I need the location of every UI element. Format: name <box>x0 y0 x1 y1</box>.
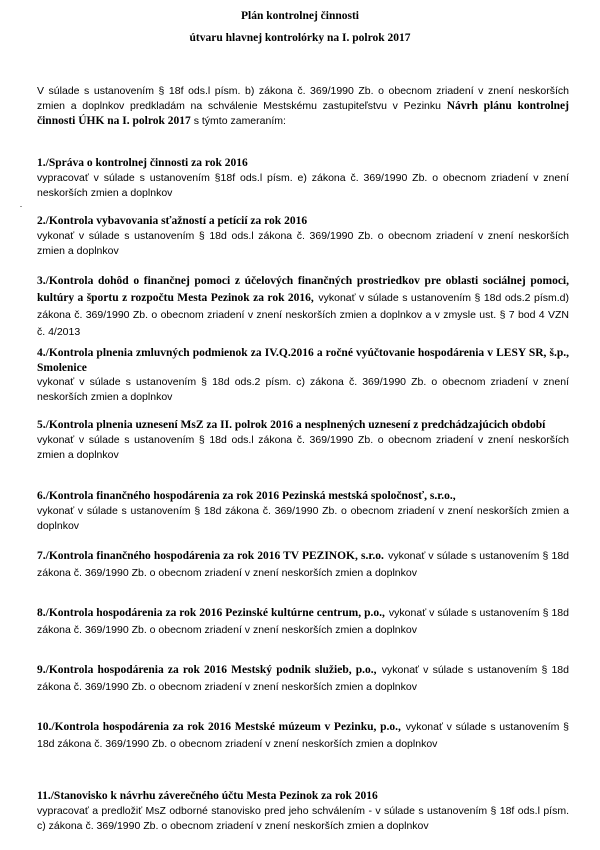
plan-item-body: vykonať v súlade s ustanovením § 18d ods.2 písm.d) zákona č. 369/1990 Zb. o obecnom zriadení v znení neskorších zmien a doplnkov a v zmysle ust. § 7 bod 4 VZN č. 4/2013 <box>37 292 570 338</box>
intro-bold-title: Návrh plánu kontrolnej činnosti ÚHK na I. polrok 2017 <box>37 100 569 127</box>
plan-item-body: vypracovať a predložiť MsZ odborné stanovisko pred jeho schválením - v súlade s ustanovením § 18f ods.l písm. c) zákona č. 369/1990 Zb. o obecnom zriadení v znení neskorších zmien a doplnkov <box>37 804 569 832</box>
document-title: Plán kontrolnej činnosti <box>241 10 359 22</box>
plan-item-body: vykonať v súlade s ustanovením § 18d zákona č. 369/1990 Zb. o obecnom zriadení v znení neskorších zmien a doplnkov <box>37 607 569 636</box>
plan-item-heading: 8./Kontrola hospodárenia za rok 2016 Pezinské kultúrne centrum, p.o., <box>37 607 385 619</box>
plan-item-body: vykonať v súlade s ustanovením § 18d zákona č. 369/1990 Zb. o obecnom zriadení v znení neskorších zmien a doplnkov <box>37 550 569 579</box>
plan-item-body: vykonať v súlade s ustanovením § 18d zákona č. 369/1990 Zb. o obecnom zriadení v znení neskorších zmien a doplnkov <box>37 504 569 532</box>
plan-item-5 <box>37 418 569 463</box>
plan-item-6 <box>37 489 569 534</box>
plan-item-heading: 3./Kontrola dohôd o finančnej pomoci z účelových finančných prostriedkov pre oblasti sociálnej pomoci, kultúry a športu z rozpočtu Mesta Pezinok za rok 2016, <box>37 275 569 304</box>
plan-item-9 <box>37 661 569 695</box>
plan-item-7 <box>37 547 569 581</box>
plan-item-body: vykonať v súlade s ustanovením § 18d zákona č. 369/1990 Zb. o obecnom zriadení v znení neskorších zmien a doplnkov <box>37 664 569 693</box>
scan-speck <box>20 206 22 207</box>
plan-item-10 <box>37 718 569 752</box>
plan-item-heading: 1./Správa o kontrolnej činnosti za rok 2016 <box>37 157 248 169</box>
plan-item-heading: 6./Kontrola finančného hospodárenia za rok 2016 Pezinská mestská spoločnosť, s.r.o., <box>37 490 456 502</box>
plan-item-1 <box>37 156 569 201</box>
intro-text-end: s týmto zameraním: <box>193 115 286 127</box>
plan-item-body: vykonať v súlade s ustanovením § 18d ods.2 písm. c) zákona č. 369/1990 Zb. o obecnom zriadení v znení neskorších zmien a doplnkov <box>37 376 569 403</box>
intro-text: V súlade s ustanovením § 18f ods.l písm. b) zákona č. 369/1990 Zb. o obecnom zriadení v znení neskorších zmien a doplnkov predkladám na schválenie Mestskému zastupiteľstvu v Pezinku <box>37 85 569 112</box>
plan-item-heading: 5./Kontrola plnenia uznesení MsZ za II. polrok 2016 a nesplnených uznesení z predchádzajúcich období <box>37 419 546 431</box>
plan-item-3 <box>37 272 569 340</box>
plan-item-body: vykonať v súlade s ustanovením § 18d ods.l zákona č. 369/1990 Zb. o obecnom zriadení v znení neskorších zmien a doplnkov <box>37 229 569 257</box>
plan-item-11 <box>37 789 569 834</box>
plan-item-2 <box>37 214 569 259</box>
plan-item-heading: 7./Kontrola finančného hospodárenia za rok 2016 TV PEZINOK, s.r.o. <box>37 550 384 562</box>
document-subtitle: útvaru hlavnej kontrolórky na I. polrok 2017 <box>189 32 411 44</box>
plan-item-4 <box>37 346 569 405</box>
plan-item-heading: 11./Stanovisko k návrhu záverečného účtu Mesta Pezinok za rok 2016 <box>37 790 378 802</box>
plan-item-heading: 4./Kontrola plnenia zmluvných podmienok za IV.Q.2016 a ročné vyúčtovanie hospodárenia v LESY SR, š.p., Smolenice <box>37 347 569 374</box>
plan-item-body: vykonať v súlade s ustanovením § 18d ods.l zákona č. 369/1990 Zb. o obecnom zriadení v znení neskorších zmien a doplnkov <box>37 433 569 461</box>
intro-paragraph <box>37 84 569 129</box>
plan-item-8 <box>37 604 569 638</box>
plan-item-heading: 2./Kontrola vybavovania sťažností a petícií za rok 2016 <box>37 215 308 227</box>
plan-item-heading: 10./Kontrola hospodárenia za rok 2016 Mestské múzeum v Pezinku, p.o., <box>37 721 401 733</box>
plan-item-body: vypracovať v súlade s ustanovením §18f ods.l písm. e) zákona č. 369/1990 Zb. o obecnom zriadení v znení neskorších zmien a doplnkov <box>37 171 569 199</box>
plan-item-body: vykonať v súlade s ustanovením § 18d zákona č. 369/1990 Zb. o obecnom zriadení v znení neskorších zmien a doplnkov <box>37 721 569 750</box>
plan-item-heading: 9./Kontrola hospodárenia za rok 2016 Mestský podnik služieb, p.o., <box>37 664 377 676</box>
